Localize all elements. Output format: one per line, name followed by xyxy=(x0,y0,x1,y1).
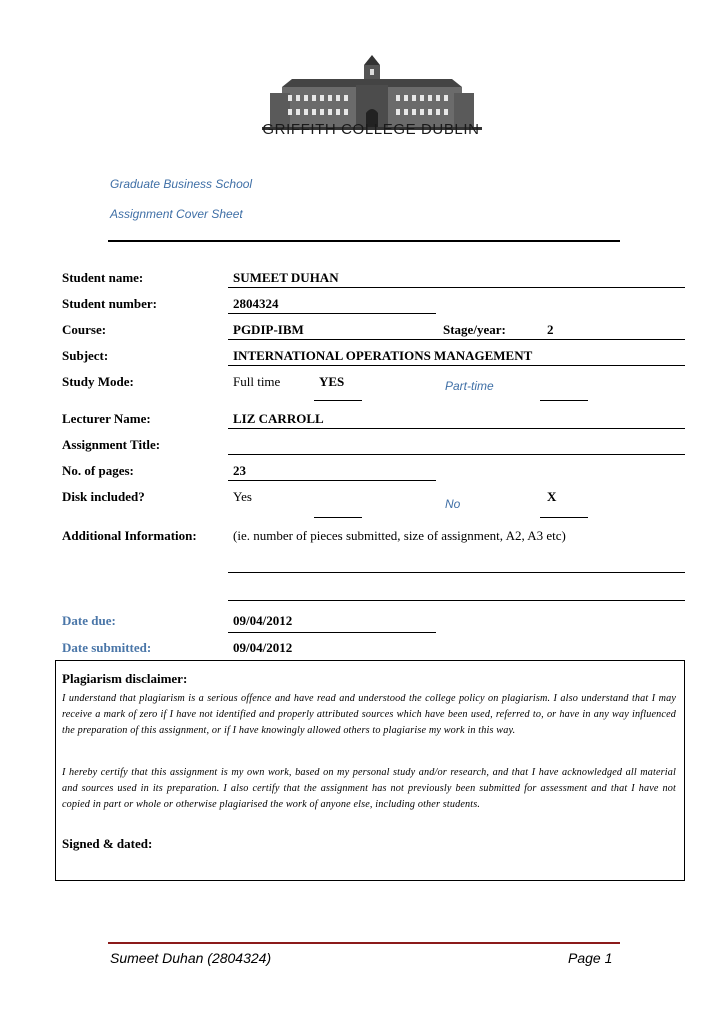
stage-value: 2 xyxy=(547,322,554,337)
date-due-line xyxy=(228,632,436,633)
disk-no-value: X xyxy=(547,489,557,504)
part-time-line xyxy=(540,400,588,401)
lecturer-label: Lecturer Name: xyxy=(62,411,151,426)
assignment-title-line xyxy=(228,454,685,455)
student-number-label: Student number: xyxy=(62,296,157,311)
date-due-label: Date due: xyxy=(62,613,116,628)
pages-value: 23 xyxy=(233,463,246,478)
subject-label: Subject: xyxy=(62,348,109,363)
lecturer-line xyxy=(228,428,685,429)
subject-line xyxy=(228,365,685,366)
full-time-value: YES xyxy=(319,374,345,389)
pages-line xyxy=(228,480,436,481)
signed-dated-label: Signed & dated: xyxy=(62,836,153,851)
study-mode-label: Study Mode: xyxy=(62,374,134,389)
disclaimer-paragraph-1: I understand that plagiarism is a serious offence and have read and understood the college policy on plagiarism. I also understand that I may receive a mark of zero if I have not identified and properly attributed sources which have been used, referred to, or have in any way influenced the preparation of this assignment, or if I have knowingly allowed others to plagiarise my work in this way. xyxy=(62,693,676,736)
pages-label: No. of pages: xyxy=(62,463,134,478)
disk-no-line xyxy=(540,517,588,518)
sheet-title: Assignment Cover Sheet xyxy=(110,207,243,221)
student-name-line xyxy=(228,287,685,288)
full-time-line xyxy=(314,400,362,401)
disk-yes-label: Yes xyxy=(233,489,252,504)
assignment-title-label: Assignment Title: xyxy=(62,437,161,452)
date-submitted-label: Date submitted: xyxy=(62,640,152,655)
additional-info-label: Additional Information: xyxy=(62,528,197,543)
student-number-line xyxy=(228,313,436,314)
course-value: PGDIP-IBM xyxy=(233,322,304,337)
course-line xyxy=(228,339,685,340)
footer-author: Sumeet Duhan (2804324) xyxy=(110,950,272,966)
disclaimer-heading: Plagiarism disclaimer: xyxy=(62,671,188,686)
disclaimer-paragraph-2: I hereby certify that this assignment is my own work, based on my personal study and/or research, and that I have acknowledged all material and sources used in its preparation. I also certify that the assignment has not previously been submitted for assessment and that I have not copied in part or whole or otherwise plagiarised the work of anyone else, including other students. xyxy=(62,767,676,810)
date-submitted-value: 09/04/2012 xyxy=(233,640,293,655)
full-time-label: Full time xyxy=(233,374,281,389)
date-due-value: 09/04/2012 xyxy=(233,613,293,628)
student-name-label: Student name: xyxy=(62,270,144,285)
stage-label: Stage/year: xyxy=(443,322,506,337)
student-number-value: 2804324 xyxy=(233,296,279,311)
disk-no-label: No xyxy=(445,497,461,511)
course-label: Course: xyxy=(62,322,107,337)
college-name: GRIFFITH COLLEGE DUBLIN xyxy=(262,121,480,138)
part-time-label: Part-time xyxy=(445,379,494,393)
additional-line-2 xyxy=(228,600,685,601)
footer-page-number: Page 1 xyxy=(568,950,613,966)
lecturer-value: LIZ CARROLL xyxy=(233,411,324,426)
header-divider xyxy=(108,240,620,242)
additional-info-hint: (ie. number of pieces submitted, size of assignment, A2, A3 etc) xyxy=(233,528,566,543)
student-name-value: SUMEET DUHAN xyxy=(233,270,339,285)
disk-yes-line xyxy=(314,517,362,518)
additional-line-1 xyxy=(228,572,685,573)
subject-value: INTERNATIONAL OPERATIONS MANAGEMENT xyxy=(233,348,533,363)
disk-label: Disk included? xyxy=(62,489,145,504)
school-name: Graduate Business School xyxy=(110,177,253,191)
footer-divider xyxy=(108,942,620,944)
